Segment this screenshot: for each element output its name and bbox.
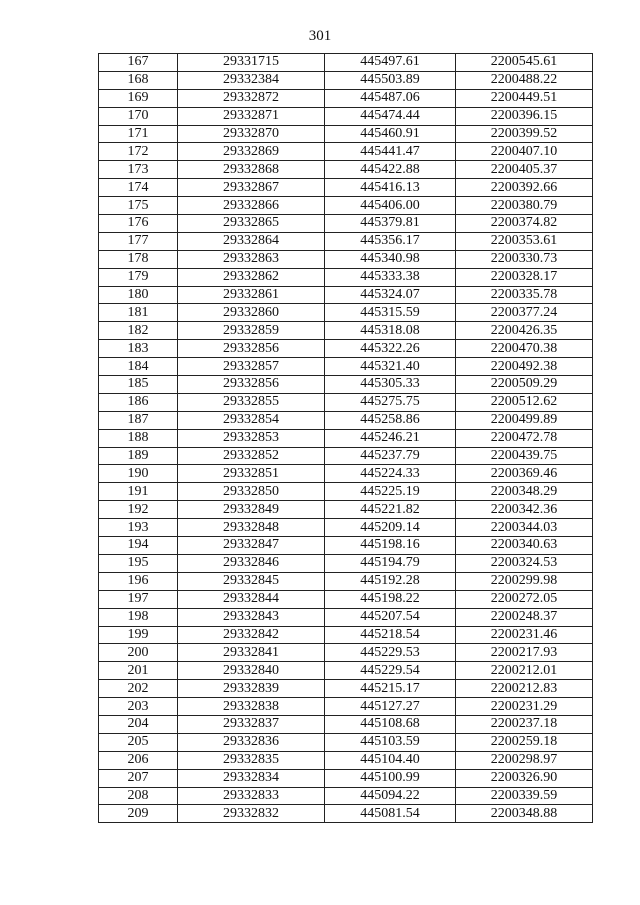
x-coordinate-cell: 445127.27 [325,698,456,716]
y-coordinate-cell: 2200407.10 [456,143,593,161]
point-id-cell: 29332847 [178,537,325,555]
table-row [99,698,593,716]
x-coordinate-cell: 445229.54 [325,662,456,680]
point-id-cell: 29332849 [178,501,325,519]
x-coordinate-cell: 445333.38 [325,268,456,286]
table-row [99,250,593,268]
table-row [99,501,593,519]
table-row [99,680,593,698]
row-number-cell: 186 [99,393,178,411]
row-number-cell: 208 [99,787,178,805]
row-number-cell: 205 [99,733,178,751]
row-number-cell: 177 [99,232,178,250]
row-number-cell: 173 [99,161,178,179]
row-number-cell: 203 [99,698,178,716]
table-row [99,733,593,751]
table-row [99,143,593,161]
row-number-cell: 189 [99,447,178,465]
point-id-cell: 29332857 [178,358,325,376]
coordinates-table [98,53,593,823]
row-number-cell: 176 [99,215,178,233]
table-row [99,268,593,286]
table-row [99,465,593,483]
x-coordinate-cell: 445441.47 [325,143,456,161]
y-coordinate-cell: 2200342.36 [456,501,593,519]
x-coordinate-cell: 445340.98 [325,250,456,268]
y-coordinate-cell: 2200374.82 [456,215,593,233]
y-coordinate-cell: 2200299.98 [456,572,593,590]
x-coordinate-cell: 445258.86 [325,411,456,429]
y-coordinate-cell: 2200512.62 [456,393,593,411]
table-row [99,483,593,501]
row-number-cell: 171 [99,125,178,143]
y-coordinate-cell: 2200212.83 [456,680,593,698]
row-number-cell: 206 [99,751,178,769]
y-coordinate-cell: 2200272.05 [456,590,593,608]
y-coordinate-cell: 2200348.29 [456,483,593,501]
x-coordinate-cell: 445081.54 [325,805,456,823]
y-coordinate-cell: 2200324.53 [456,554,593,572]
table-row [99,125,593,143]
y-coordinate-cell: 2200439.75 [456,447,593,465]
table-row [99,71,593,89]
y-coordinate-cell: 2200298.97 [456,751,593,769]
table-row [99,322,593,340]
point-id-cell: 29332864 [178,232,325,250]
x-coordinate-cell: 445218.54 [325,626,456,644]
table-body [99,54,593,823]
point-id-cell: 29332855 [178,393,325,411]
x-coordinate-cell: 445224.33 [325,465,456,483]
point-id-cell: 29332853 [178,429,325,447]
y-coordinate-cell: 2200509.29 [456,376,593,394]
point-id-cell: 29332861 [178,286,325,304]
row-number-cell: 195 [99,554,178,572]
y-coordinate-cell: 2200426.35 [456,322,593,340]
table-row [99,376,593,394]
y-coordinate-cell: 2200231.29 [456,698,593,716]
x-coordinate-cell: 445225.19 [325,483,456,501]
x-coordinate-cell: 445094.22 [325,787,456,805]
row-number-cell: 187 [99,411,178,429]
x-coordinate-cell: 445324.07 [325,286,456,304]
x-coordinate-cell: 445422.88 [325,161,456,179]
y-coordinate-cell: 2200340.63 [456,537,593,555]
table-row [99,197,593,215]
x-coordinate-cell: 445305.33 [325,376,456,394]
y-coordinate-cell: 2200339.59 [456,787,593,805]
x-coordinate-cell: 445194.79 [325,554,456,572]
row-number-cell: 179 [99,268,178,286]
point-id-cell: 29332872 [178,89,325,107]
row-number-cell: 183 [99,340,178,358]
x-coordinate-cell: 445229.53 [325,644,456,662]
point-id-cell: 29332839 [178,680,325,698]
y-coordinate-cell: 2200392.66 [456,179,593,197]
y-coordinate-cell: 2200470.38 [456,340,593,358]
y-coordinate-cell: 2200259.18 [456,733,593,751]
point-id-cell: 29332846 [178,554,325,572]
row-number-cell: 198 [99,608,178,626]
x-coordinate-cell: 445322.26 [325,340,456,358]
x-coordinate-cell: 445246.21 [325,429,456,447]
table-row [99,358,593,376]
row-number-cell: 184 [99,358,178,376]
point-id-cell: 29332868 [178,161,325,179]
table-row [99,304,593,322]
point-id-cell: 29332856 [178,340,325,358]
x-coordinate-cell: 445474.44 [325,107,456,125]
y-coordinate-cell: 2200472.78 [456,429,593,447]
point-id-cell: 29332842 [178,626,325,644]
table-row [99,715,593,733]
point-id-cell: 29332843 [178,608,325,626]
point-id-cell: 29332866 [178,197,325,215]
row-number-cell: 172 [99,143,178,161]
x-coordinate-cell: 445215.17 [325,680,456,698]
table-row [99,644,593,662]
point-id-cell: 29332832 [178,805,325,823]
table-row [99,626,593,644]
y-coordinate-cell: 2200488.22 [456,71,593,89]
row-number-cell: 188 [99,429,178,447]
row-number-cell: 191 [99,483,178,501]
x-coordinate-cell: 445460.91 [325,125,456,143]
x-coordinate-cell: 445416.13 [325,179,456,197]
row-number-cell: 174 [99,179,178,197]
y-coordinate-cell: 2200328.17 [456,268,593,286]
row-number-cell: 204 [99,715,178,733]
x-coordinate-cell: 445221.82 [325,501,456,519]
point-id-cell: 29332837 [178,715,325,733]
table-row [99,393,593,411]
point-id-cell: 29332871 [178,107,325,125]
point-id-cell: 29331715 [178,54,325,72]
table-row [99,232,593,250]
x-coordinate-cell: 445503.89 [325,71,456,89]
y-coordinate-cell: 2200237.18 [456,715,593,733]
x-coordinate-cell: 445487.06 [325,89,456,107]
y-coordinate-cell: 2200377.24 [456,304,593,322]
point-id-cell: 29332860 [178,304,325,322]
row-number-cell: 209 [99,805,178,823]
x-coordinate-cell: 445207.54 [325,608,456,626]
y-coordinate-cell: 2200399.52 [456,125,593,143]
row-number-cell: 167 [99,54,178,72]
point-id-cell: 29332835 [178,751,325,769]
point-id-cell: 29332844 [178,590,325,608]
x-coordinate-cell: 445318.08 [325,322,456,340]
point-id-cell: 29332854 [178,411,325,429]
table-row [99,519,593,537]
row-number-cell: 170 [99,107,178,125]
x-coordinate-cell: 445103.59 [325,733,456,751]
x-coordinate-cell: 445192.28 [325,572,456,590]
x-coordinate-cell: 445406.00 [325,197,456,215]
point-id-cell: 29332838 [178,698,325,716]
point-id-cell: 29332848 [178,519,325,537]
y-coordinate-cell: 2200212.01 [456,662,593,680]
table-row [99,340,593,358]
table-row [99,429,593,447]
table-row [99,107,593,125]
point-id-cell: 29332384 [178,71,325,89]
page-number: 301 [308,28,332,44]
x-coordinate-cell: 445497.61 [325,54,456,72]
y-coordinate-cell: 2200492.38 [456,358,593,376]
y-coordinate-cell: 2200344.03 [456,519,593,537]
x-coordinate-cell: 445321.40 [325,358,456,376]
table-row [99,215,593,233]
y-coordinate-cell: 2200231.46 [456,626,593,644]
table-row [99,662,593,680]
point-id-cell: 29332865 [178,215,325,233]
row-number-cell: 192 [99,501,178,519]
point-id-cell: 29332856 [178,376,325,394]
point-id-cell: 29332834 [178,769,325,787]
table-row [99,805,593,823]
x-coordinate-cell: 445104.40 [325,751,456,769]
table-row [99,787,593,805]
table-row [99,161,593,179]
x-coordinate-cell: 445275.75 [325,393,456,411]
x-coordinate-cell: 445100.99 [325,769,456,787]
row-number-cell: 196 [99,572,178,590]
row-number-cell: 199 [99,626,178,644]
x-coordinate-cell: 445315.59 [325,304,456,322]
y-coordinate-cell: 2200326.90 [456,769,593,787]
table-row [99,179,593,197]
point-id-cell: 29332850 [178,483,325,501]
row-number-cell: 185 [99,376,178,394]
row-number-cell: 175 [99,197,178,215]
row-number-cell: 181 [99,304,178,322]
point-id-cell: 29332863 [178,250,325,268]
point-id-cell: 29332840 [178,662,325,680]
x-coordinate-cell: 445237.79 [325,447,456,465]
table-row [99,447,593,465]
row-number-cell: 178 [99,250,178,268]
row-number-cell: 193 [99,519,178,537]
table-row [99,572,593,590]
point-id-cell: 29332845 [178,572,325,590]
y-coordinate-cell: 2200248.37 [456,608,593,626]
y-coordinate-cell: 2200449.51 [456,89,593,107]
x-coordinate-cell: 445209.14 [325,519,456,537]
x-coordinate-cell: 445108.68 [325,715,456,733]
point-id-cell: 29332833 [178,787,325,805]
y-coordinate-cell: 2200217.93 [456,644,593,662]
point-id-cell: 29332836 [178,733,325,751]
table-row [99,54,593,72]
point-id-cell: 29332869 [178,143,325,161]
table-row [99,608,593,626]
y-coordinate-cell: 2200353.61 [456,232,593,250]
x-coordinate-cell: 445379.81 [325,215,456,233]
table-row [99,411,593,429]
y-coordinate-cell: 2200335.78 [456,286,593,304]
row-number-cell: 190 [99,465,178,483]
row-number-cell: 197 [99,590,178,608]
y-coordinate-cell: 2200545.61 [456,54,593,72]
table-row [99,537,593,555]
y-coordinate-cell: 2200348.88 [456,805,593,823]
y-coordinate-cell: 2200369.46 [456,465,593,483]
table-row [99,590,593,608]
table-row [99,769,593,787]
row-number-cell: 207 [99,769,178,787]
table-row [99,89,593,107]
y-coordinate-cell: 2200330.73 [456,250,593,268]
table-row [99,554,593,572]
x-coordinate-cell: 445356.17 [325,232,456,250]
table-row [99,751,593,769]
y-coordinate-cell: 2200405.37 [456,161,593,179]
y-coordinate-cell: 2200499.89 [456,411,593,429]
row-number-cell: 180 [99,286,178,304]
point-id-cell: 29332870 [178,125,325,143]
x-coordinate-cell: 445198.16 [325,537,456,555]
row-number-cell: 200 [99,644,178,662]
row-number-cell: 169 [99,89,178,107]
y-coordinate-cell: 2200396.15 [456,107,593,125]
point-id-cell: 29332852 [178,447,325,465]
point-id-cell: 29332841 [178,644,325,662]
point-id-cell: 29332867 [178,179,325,197]
point-id-cell: 29332862 [178,268,325,286]
x-coordinate-cell: 445198.22 [325,590,456,608]
point-id-cell: 29332851 [178,465,325,483]
row-number-cell: 202 [99,680,178,698]
table-row [99,286,593,304]
row-number-cell: 168 [99,71,178,89]
row-number-cell: 201 [99,662,178,680]
row-number-cell: 182 [99,322,178,340]
y-coordinate-cell: 2200380.79 [456,197,593,215]
row-number-cell: 194 [99,537,178,555]
point-id-cell: 29332859 [178,322,325,340]
